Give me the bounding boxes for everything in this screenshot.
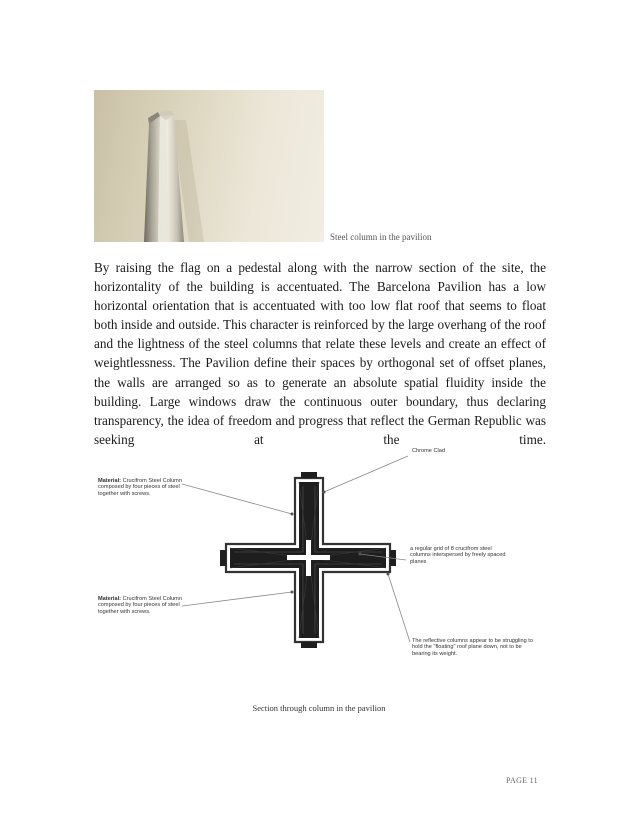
steel-column-photo: [94, 90, 324, 242]
body-paragraph: By raising the flag on a pedestal along with the narrow section of the site, the horizontality of the building is accentuated. The Barcelona Pavilion has a low horizontal orientation that is accentuated with too low flat roof that seems to float both inside and outside. This character is reinforced by the large overhang of the roof and the lightness of the steel columns that relate these levels and create an effect of weightlessness. The Pavilion define their spaces by orthogonal set of offset planes, the walls are arranged so as to generate an absolute spatial fluidity inside the building. Large windows draw the continuous outer boundary, thus declaring transparency, the idea of freedom and progress that reflect the German Republic was seeking at the time.: [94, 260, 546, 447]
material-bottom-label: Material:: [98, 596, 122, 602]
grid-annotation: a regular grid of 8 crucifrom steel columns interspersed by freely spaced planes: [410, 546, 506, 565]
chrome-clad-label: Chrome Clad: [412, 448, 445, 454]
material-top-annotation: [98, 478, 184, 497]
material-top-label: Material:: [98, 478, 122, 484]
diagram-caption: Section through column in the pavilion: [252, 703, 386, 713]
material-top-text: Crucifrom Steel Column composed by four pieces of steel together with screws.: [98, 478, 182, 497]
material-bottom-text: Crucifrom Steel Column composed by four pieces of steel together with screws.: [98, 596, 182, 615]
cruciform-column-section: [220, 472, 396, 648]
reflective-annotation: The reflective columns appear to be struggling to hold the "floating" roof plane down, not to be bearing its weight.: [412, 638, 533, 657]
page-number: PAGE 11: [506, 776, 538, 785]
material-bottom-annotation: [98, 596, 184, 615]
column-section-diagram: [92, 442, 548, 692]
steel-column-illustration: [94, 90, 324, 242]
photo-caption: Steel column in the pavilion: [330, 232, 432, 242]
